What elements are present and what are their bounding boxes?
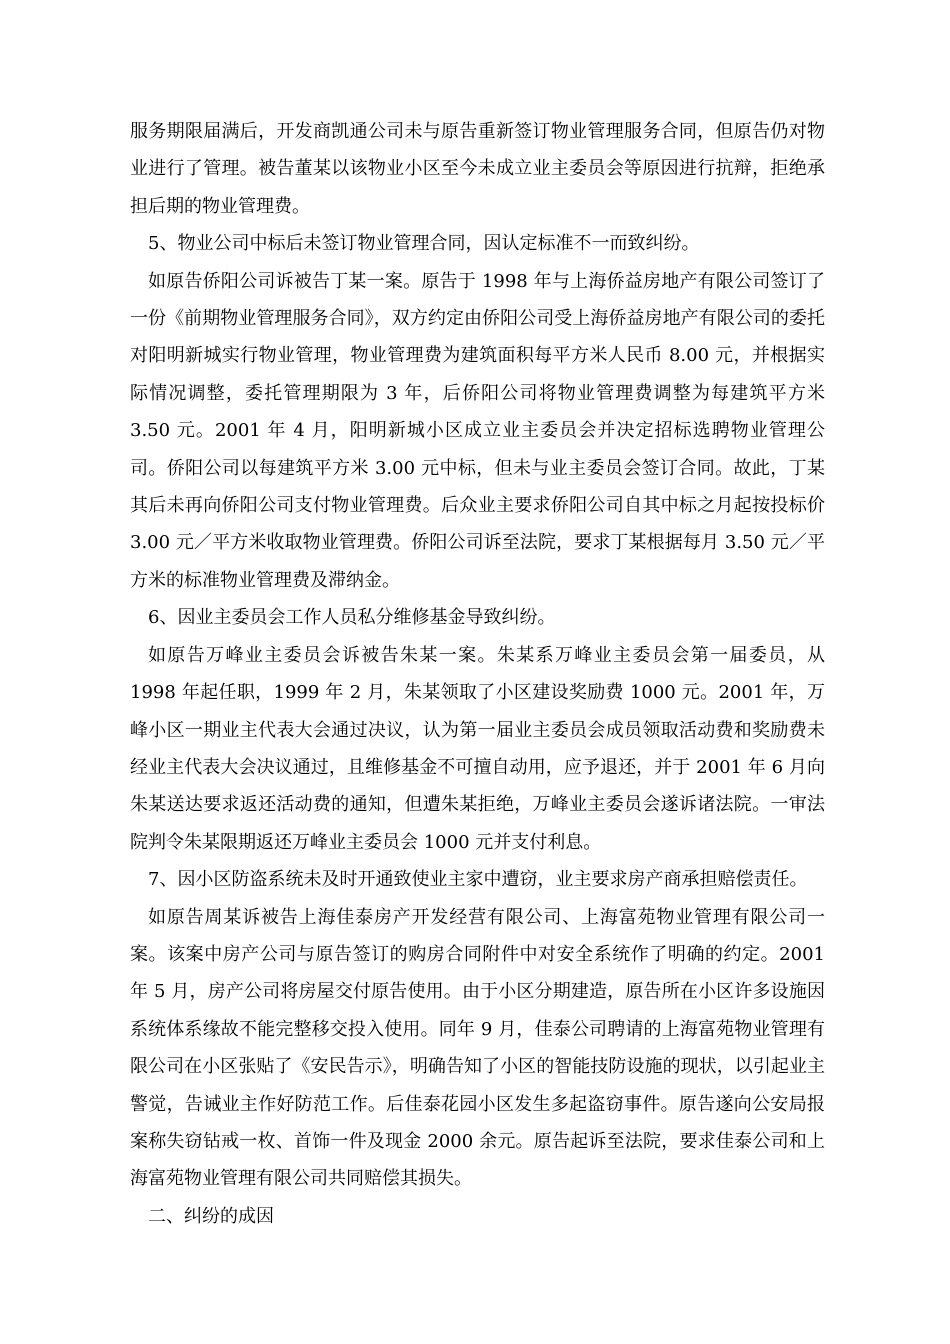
paragraph-case-wanfeng: 如原告万峰业主委员会诉被告朱某一案。朱某系万峰业主委员会第一届委员，从 1998 年起任职，1999 年 2 月，朱某领取了小区建设奖励费 1000 元。2001 年，万峰小区一期业主代表大会通过决议，认为第一届业主委员会成员领取活动费和奖励费未经业主代表大会决议通过，且维修基金不可擅自动用，应予退还，并于 2001 年 6 月向朱某送达要求返还活动费的通知，但遭朱某拒绝，万峰业主委员会遂诉诸法院。一审法院判令朱某限期返还万峰业主委员会 1000 元并支付利息。: [130, 644, 825, 853]
heading-item-5: 5、物业公司中标后未签订物业管理合同，因认定标准不一而致纠纷。: [148, 233, 700, 255]
heading-item-7: 7、因小区防盗系统未及时开通致使业主家中遭窃，业主要求房产商承担赔偿责任。: [148, 869, 808, 891]
paragraph-case-qiaoyang: 如原告侨阳公司诉被告丁某一案。原告于 1998 年与上海侨益房地产有限公司签订了一份《前期物业管理服务合同》，双方约定由侨阳公司受上海侨益房地产有限公司的委托对阳明新城实行物业管理，物业管理费为建筑面积每平方米人民币 8.00 元，并根据实际情况调整，委托管理期限为 3 年，后侨阳公司将物业管理费调整为每建筑平方米 3.50 元。2001 年 4 月，阳明新城小区成立业主委员会并决定招标选聘物业管理公司。侨阳公司以每建筑平方米 3.00 元中标，但未与业主委员会签订合同。故此，丁某其后未再向侨阳公司支付物业管理费。后众业主要求侨阳公司自其中标之月起按投标价 3.00 元／平方米收取物业管理费。侨阳公司诉至法院，要求丁某根据每月 3.50 元／平方米的标准物业管理费及滞纳金。: [130, 270, 825, 591]
paragraph-continuation: 服务期限届满后，开发商凯通公司未与原告重新签订物业管理服务合同，但原告仍对物业进行了管理。被告董某以该物业小区至今未成立业主委员会等原因进行抗辩，拒绝承担后期的物业管理费。: [130, 121, 825, 217]
section-heading-causes: 二、纠纷的成因: [148, 1205, 274, 1227]
heading-item-6: 6、因业主委员会工作人员私分维修基金导致纠纷。: [148, 607, 556, 629]
document-body: [130, 113, 825, 1235]
paragraph-case-jiatai: 如原告周某诉被告上海佳泰房产开发经营有限公司、上海富苑物业管理有限公司一案。该案中房产公司与原告签订的购房合同附件中对安全系统作了明确的约定。2001 年 5 月，房产公司将房屋交付原告使用。由于小区分期建造，原告所在小区许多设施因系统体系缘故不能完整移交投入使用。同年 9 月，佳泰公司聘请的上海富苑物业管理有限公司在小区张贴了《安民告示》，明确告知了小区的智能技防设施的现状，以引起业主警觉，告诫业主作好防范工作。后佳泰花园小区发生多起盗窃事件。原告遂向公安局报案称失窃钻戒一枚、首饰一件及现金 2000 余元。原告起诉至法院，要求佳泰公司和上海富苑物业管理有限公司共同赔偿其损失。: [130, 906, 825, 1190]
